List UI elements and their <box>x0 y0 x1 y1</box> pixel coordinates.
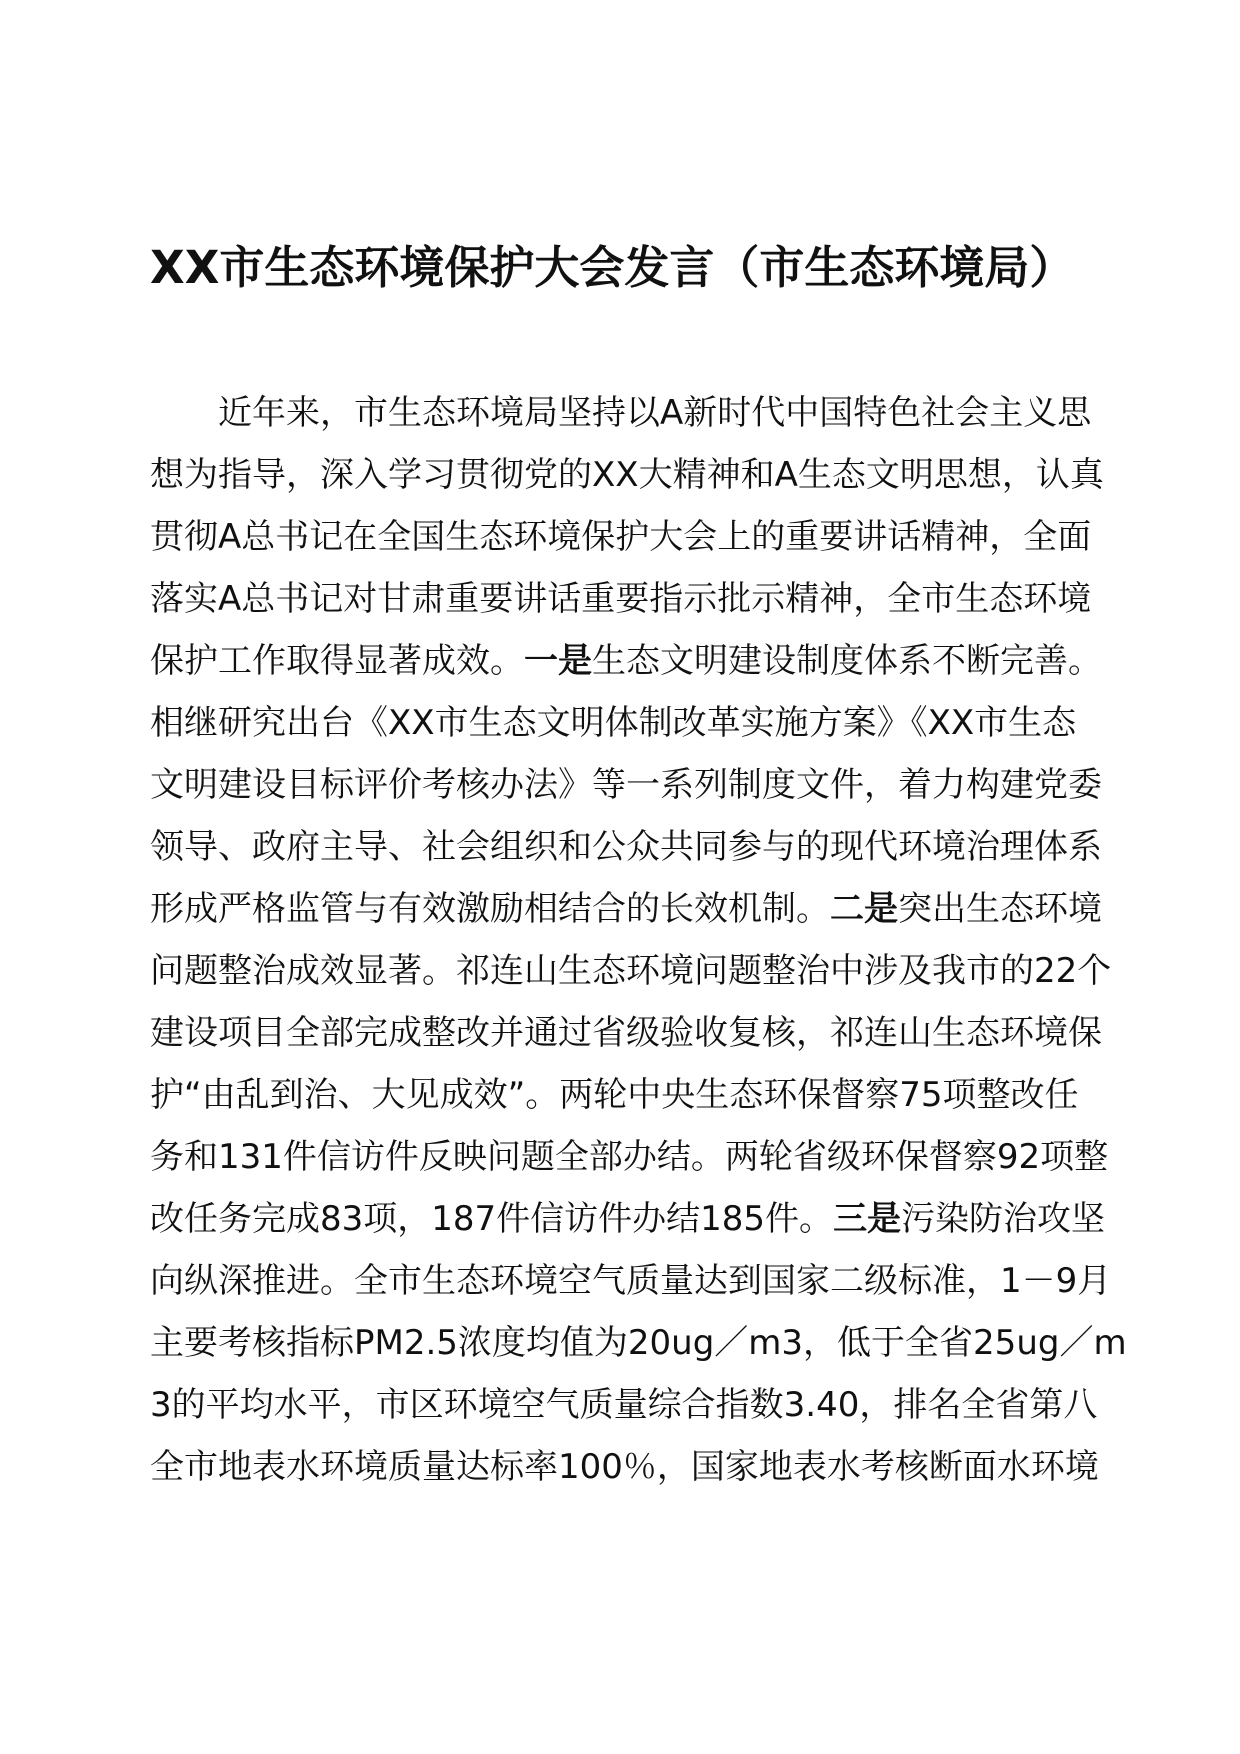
paragraph-line <box>150 444 1110 506</box>
line-text: 形成严格监管与有效激励相结合的长效机制。 <box>150 889 830 929</box>
line-text: 保护工作取得显著成效。 <box>150 641 524 681</box>
ordinal-emphasis: 三是 <box>833 1199 902 1239</box>
paragraph-line <box>150 878 1110 940</box>
line-text: 主要考核指标PM2.5浓度均值为20ug／m3，低于全省25ug／m <box>150 1323 1127 1363</box>
paragraph-line <box>150 1312 1127 1374</box>
paragraph-line <box>150 1374 1110 1436</box>
line-text: 相继研究出台《XX市生态文明体制改革实施方案》《XX市生态 <box>150 703 1077 743</box>
line-text: 务和131件信访件反映问题全部办结。两轮省级环保督察92项整 <box>150 1137 1109 1177</box>
line-text: 污染防治攻坚 <box>901 1199 1106 1239</box>
line-text: 落实A总书记对甘肃重要讲话重要指示批示精神，全市生态环境 <box>150 579 1092 619</box>
document-title: XX市生态环境保护大会发言（市生态环境局） <box>150 241 1075 294</box>
line-text: 全市地表水环境质量达标率100％，国家地表水考核断面水环境 <box>150 1447 1099 1487</box>
line-text: 改任务完成83项，187件信访件办结185件。 <box>150 1199 834 1239</box>
line-text: 问题整治成效显著。祁连山生态环境问题整治中涉及我市的22个 <box>150 951 1112 991</box>
line-text: 护“由乱到治、大见成效”。两轮中央生态环保督察75项整改任 <box>150 1075 1079 1115</box>
paragraph-line <box>150 692 1110 754</box>
line-text: 领导、政府主导、社会组织和公众共同参与的现代环境治理体系 <box>150 827 1102 867</box>
paragraph-line <box>150 1064 1110 1126</box>
line-text: 贯彻A总书记在全国生态环境保护大会上的重要讲话精神，全面 <box>150 517 1092 557</box>
line-text: 3的平均水平，市区环境空气质量综合指数3.40，排名全省第八 <box>150 1385 1098 1425</box>
paragraph-line <box>150 1126 1110 1188</box>
paragraph-line <box>150 1250 1110 1312</box>
paragraph-line <box>150 630 1110 692</box>
paragraph-line <box>150 506 1110 568</box>
line-text: 文明建设目标评价考核办法》等一系列制度文件，着力构建党委 <box>150 765 1102 805</box>
document-body <box>150 382 1127 1498</box>
paragraph-line <box>150 940 1110 1002</box>
line-text: 想为指导，深入学习贯彻党的XX大精神和A生态文明思想，认真 <box>150 455 1104 495</box>
line-text: 生态文明建设制度体系不断完善。 <box>592 641 1102 681</box>
paragraph-line <box>150 568 1110 630</box>
paragraph-line <box>150 1188 1110 1250</box>
line-text: 向纵深推进。全市生态环境空气质量达到国家二级标准，1－9月 <box>150 1261 1112 1301</box>
ordinal-emphasis: 二是 <box>830 889 898 929</box>
paragraph-line <box>150 382 1110 444</box>
paragraph-line <box>150 1436 1110 1498</box>
line-text: 近年来，市生态环境局坚持以A新时代中国特色社会主义思 <box>218 393 1092 433</box>
paragraph-line <box>150 754 1110 816</box>
line-text: 建设项目全部完成整改并通过省级验收复核，祁连山生态环境保 <box>150 1013 1102 1053</box>
line-text: 突出生态环境 <box>898 889 1102 929</box>
ordinal-emphasis: 一是 <box>524 641 592 681</box>
paragraph-line <box>150 1002 1110 1064</box>
paragraph-line <box>150 816 1110 878</box>
